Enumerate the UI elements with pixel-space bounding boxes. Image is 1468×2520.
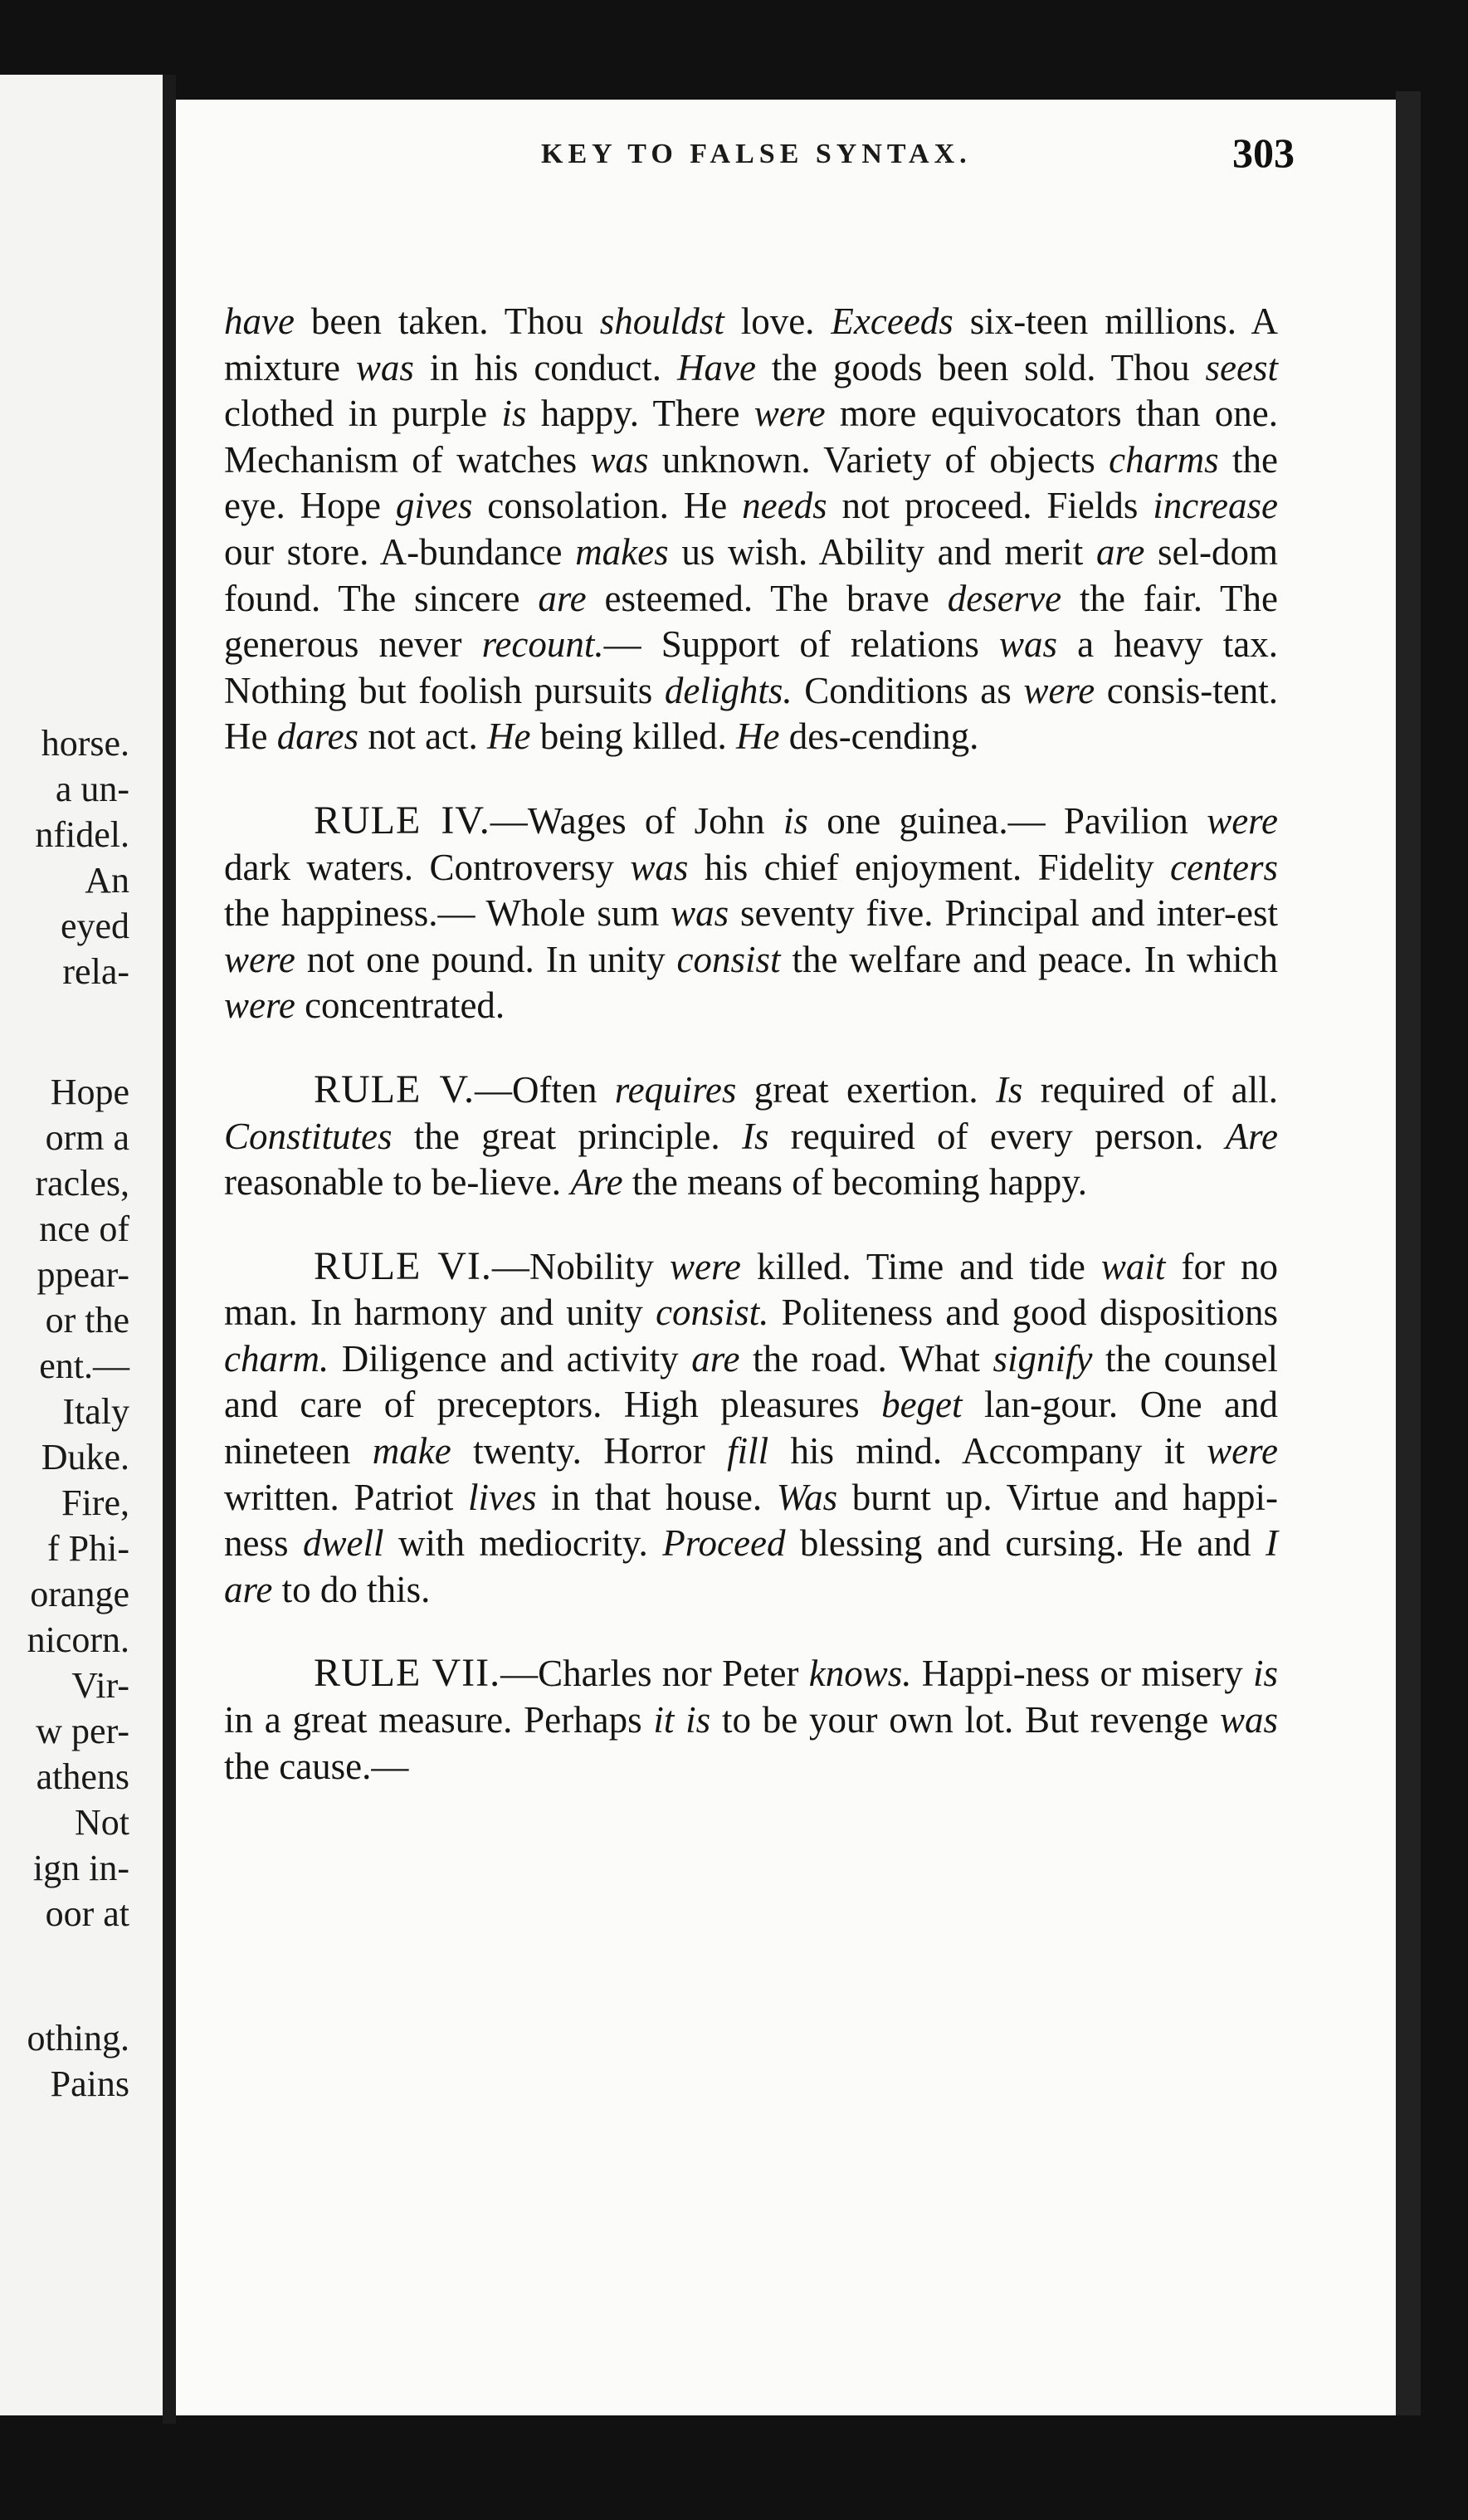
text-run: the happiness.— Whole sum (224, 892, 671, 935)
left-page-fragment: Not (75, 1802, 129, 1843)
text-run: burnt up. Virtue and happi-ness (224, 1476, 1278, 1565)
italic-run: Constitutes (224, 1115, 393, 1157)
left-page-fragment: f Phi- (47, 1528, 129, 1569)
left-page-fragment: Pains (50, 2063, 129, 2104)
left-page-fragment: racles, (35, 1163, 129, 1204)
italic-run: consist. (656, 1292, 769, 1334)
text-run: for no man. In harmony and unity (224, 1245, 1278, 1334)
italic-run: charms (1109, 438, 1219, 481)
left-page-fragment: oor at (45, 1893, 129, 1934)
italic-run: dares (276, 715, 359, 758)
left-page-fragment: nicorn. (27, 1619, 129, 1660)
left-page-fragment: othing. (27, 2018, 129, 2058)
italic-run: Proceed (662, 1522, 786, 1565)
italic-run: Have (676, 346, 756, 388)
italic-run: are (691, 1337, 740, 1380)
left-page-fragment: Fire, (61, 1482, 129, 1523)
text-run: more equivocators than one. Mechanism of watches (224, 393, 1278, 481)
text-run: dark waters. Controversy (224, 846, 631, 888)
rule-heading: RULE VI. (314, 1243, 492, 1288)
text-run: to be your own lot. But revenge (710, 1699, 1220, 1741)
left-page-fragment: Italy (62, 1391, 129, 1432)
text-run: being killed. (530, 715, 736, 758)
text-run: —Nobility (491, 1245, 670, 1287)
left-page-fragment: eyed (60, 906, 129, 946)
text-run: —Wages of John (490, 799, 783, 842)
left-page-fragment: a un- (55, 769, 129, 809)
text-run: us wish. Ability and merit (668, 530, 1096, 573)
italic-run: charm. (224, 1337, 329, 1380)
text-run: love. (724, 300, 832, 342)
italic-run: it is (653, 1699, 711, 1741)
text-run: a heavy tax. Nothing but foolish pursuits (224, 623, 1278, 711)
text-run: to do this. (272, 1568, 431, 1610)
italic-run: make (372, 1430, 451, 1472)
rule-heading: RULE V. (314, 1067, 475, 1111)
italic-run: Was (776, 1476, 838, 1518)
rule-heading: RULE IV. (314, 798, 490, 842)
italic-run: Is (741, 1115, 769, 1157)
text-run: reasonable to be-lieve. (224, 1161, 571, 1204)
text-run: twenty. Horror (451, 1430, 728, 1472)
left-page-fragment: horse. (41, 723, 129, 764)
text-run: been taken. Thou (294, 300, 600, 342)
left-page-fragment: rela- (62, 951, 129, 992)
left-page-fragment: w per- (36, 1711, 129, 1751)
italic-run: was (999, 623, 1058, 666)
left-page-fragment: ppear- (37, 1254, 129, 1295)
italic-run: were (224, 984, 295, 1027)
italic-run: is (501, 393, 527, 435)
text-run: clothed in purple (224, 393, 502, 435)
italic-run: dwell (302, 1522, 384, 1565)
page-number: 303 (1232, 129, 1295, 176)
italic-run: consist (676, 938, 781, 980)
left-page-fragment: orm a (45, 1117, 129, 1158)
text-run: required of all. (1022, 1068, 1278, 1111)
text-run: the welfare and peace. In which (780, 938, 1278, 980)
italic-run: Are (1225, 1115, 1278, 1157)
text-run: with mediocrity. (383, 1522, 663, 1565)
rule-paragraph (224, 1067, 1278, 1206)
left-page-fragment: ign in- (32, 1848, 129, 1888)
italic-run: delights. (664, 669, 793, 711)
italic-run: gives (395, 485, 473, 527)
text-run: written. Patriot (224, 1476, 468, 1518)
text-run: Happi-ness or misery (911, 1653, 1253, 1695)
left-page-fragment: Hope (50, 1072, 129, 1112)
italic-run: were (670, 1245, 741, 1287)
italic-run: were (754, 393, 826, 435)
rule-paragraph (224, 1243, 1278, 1614)
left-page-fragment: Vir- (71, 1665, 129, 1706)
text-run: —Often (474, 1068, 615, 1111)
italic-run: signify (992, 1337, 1093, 1380)
italic-run: is (783, 799, 808, 842)
italic-run: He (735, 715, 780, 758)
italic-run: knows. (808, 1653, 912, 1695)
text-run: not proceed. Fields (827, 485, 1153, 527)
italic-run: makes (575, 530, 669, 573)
text-run: six-teen millions. A mixture (224, 300, 1278, 388)
italic-run: Is (995, 1068, 1023, 1111)
text-run: in his conduct. (413, 346, 677, 388)
text-run: Diligence and activity (329, 1337, 692, 1380)
italic-run: Exceeds (831, 300, 953, 342)
text-run: sel-dom found. The sincere (224, 530, 1278, 619)
text-run: the road. What (739, 1337, 993, 1380)
italic-run: were (1023, 669, 1095, 711)
text-run: happy. There (526, 393, 754, 435)
text-run: —Charles nor Peter (500, 1653, 809, 1695)
left-page-fragment: An (85, 860, 129, 901)
left-page-fragment: nfidel. (35, 814, 129, 855)
italic-run: is (1252, 1653, 1278, 1695)
book-gutter (163, 75, 176, 2424)
italic-run: needs (742, 485, 827, 527)
italic-run: was (355, 346, 414, 388)
page-edge-shadow (1396, 91, 1421, 2415)
text-run: the counsel and care of preceptors. High pleasures (224, 1337, 1278, 1426)
italic-run: have (224, 300, 295, 342)
text-run: our store. A-bundance (224, 530, 576, 573)
italic-run: was (590, 438, 649, 481)
text-run: consolation. He (472, 485, 743, 527)
text-run: the cause.— (224, 1745, 409, 1787)
page-header (365, 129, 1295, 178)
text-run: the eye. Hope (224, 438, 1278, 527)
left-page-fragment: or the (45, 1300, 129, 1341)
italic-run: shouldst (599, 300, 724, 342)
text-run: unknown. Variety of objects (648, 438, 1110, 481)
text-run: his chief enjoyment. Fidelity (688, 846, 1171, 888)
text-run: consis-tent. He (224, 669, 1278, 758)
left-page-fragment: nce of (39, 1209, 129, 1249)
text-run: the great principle. (392, 1115, 742, 1157)
left-page-fragment: orange (30, 1574, 129, 1614)
text-run: his mind. Accompany it (768, 1430, 1207, 1472)
text-run: in a great measure. Perhaps (224, 1699, 654, 1741)
text-run: lan-gour. One and nineteen (224, 1384, 1278, 1472)
italic-run: are (1096, 530, 1145, 573)
italic-run: I are (224, 1522, 1278, 1610)
italic-run: increase (1153, 485, 1278, 527)
italic-run: were (224, 938, 295, 980)
text-run: Politeness and good dispositions (768, 1292, 1279, 1334)
italic-run: were (1207, 1430, 1278, 1472)
italic-run: seest (1205, 346, 1279, 388)
text-run: one guinea.— Pavilion (807, 799, 1207, 842)
text-run: blessing and cursing. He and (785, 1522, 1266, 1565)
italic-run: Are (570, 1161, 623, 1204)
text-run: great exertion. (736, 1068, 996, 1111)
text-run: the fair. The generous never (224, 577, 1278, 666)
italic-run: wait (1100, 1245, 1166, 1287)
text-run: not act. (358, 715, 488, 758)
text-run: the goods been sold. Thou (755, 346, 1206, 388)
italic-run: deserve (947, 577, 1062, 619)
left-page-fragment: athens (36, 1756, 129, 1797)
running-title: KEY TO FALSE SYNTAX. (541, 139, 972, 169)
text-run: not one pound. In unity (295, 938, 677, 980)
text-run: — Support of relations (603, 623, 1000, 666)
continuation-paragraph (224, 299, 1278, 760)
italic-run: were (1207, 799, 1278, 842)
text-run: the means of becoming happy. (622, 1161, 1088, 1204)
text-run: in that house. (536, 1476, 777, 1518)
italic-run: He (487, 715, 531, 758)
rule-paragraph (224, 798, 1278, 1029)
italic-run: lives (468, 1476, 537, 1518)
page-body (224, 299, 1278, 1790)
text-run: required of every person. (768, 1115, 1226, 1157)
text-run: seventy five. Principal and inter-est (729, 892, 1278, 935)
text-run: concentrated. (295, 984, 505, 1027)
left-page-fragment: Duke. (41, 1437, 129, 1477)
italic-run: centers (1170, 846, 1278, 888)
italic-run: fill (727, 1430, 769, 1472)
italic-run: was (630, 846, 689, 888)
italic-run: are (538, 577, 587, 619)
rule-paragraph (224, 1650, 1278, 1790)
italic-run: was (671, 892, 729, 935)
left-page-fragment: ent.— (39, 1345, 129, 1386)
text-run: des-cending. (779, 715, 979, 758)
italic-run: recount. (481, 623, 604, 666)
left-page (0, 75, 163, 2415)
italic-run: beget (881, 1384, 963, 1426)
rule-heading: RULE VII. (314, 1651, 501, 1696)
text-run: killed. Time and tide (740, 1245, 1101, 1287)
italic-run: requires (614, 1068, 737, 1111)
italic-run: was (1219, 1699, 1278, 1741)
text-run: esteemed. The brave (586, 577, 948, 619)
text-run: Conditions as (792, 669, 1024, 711)
